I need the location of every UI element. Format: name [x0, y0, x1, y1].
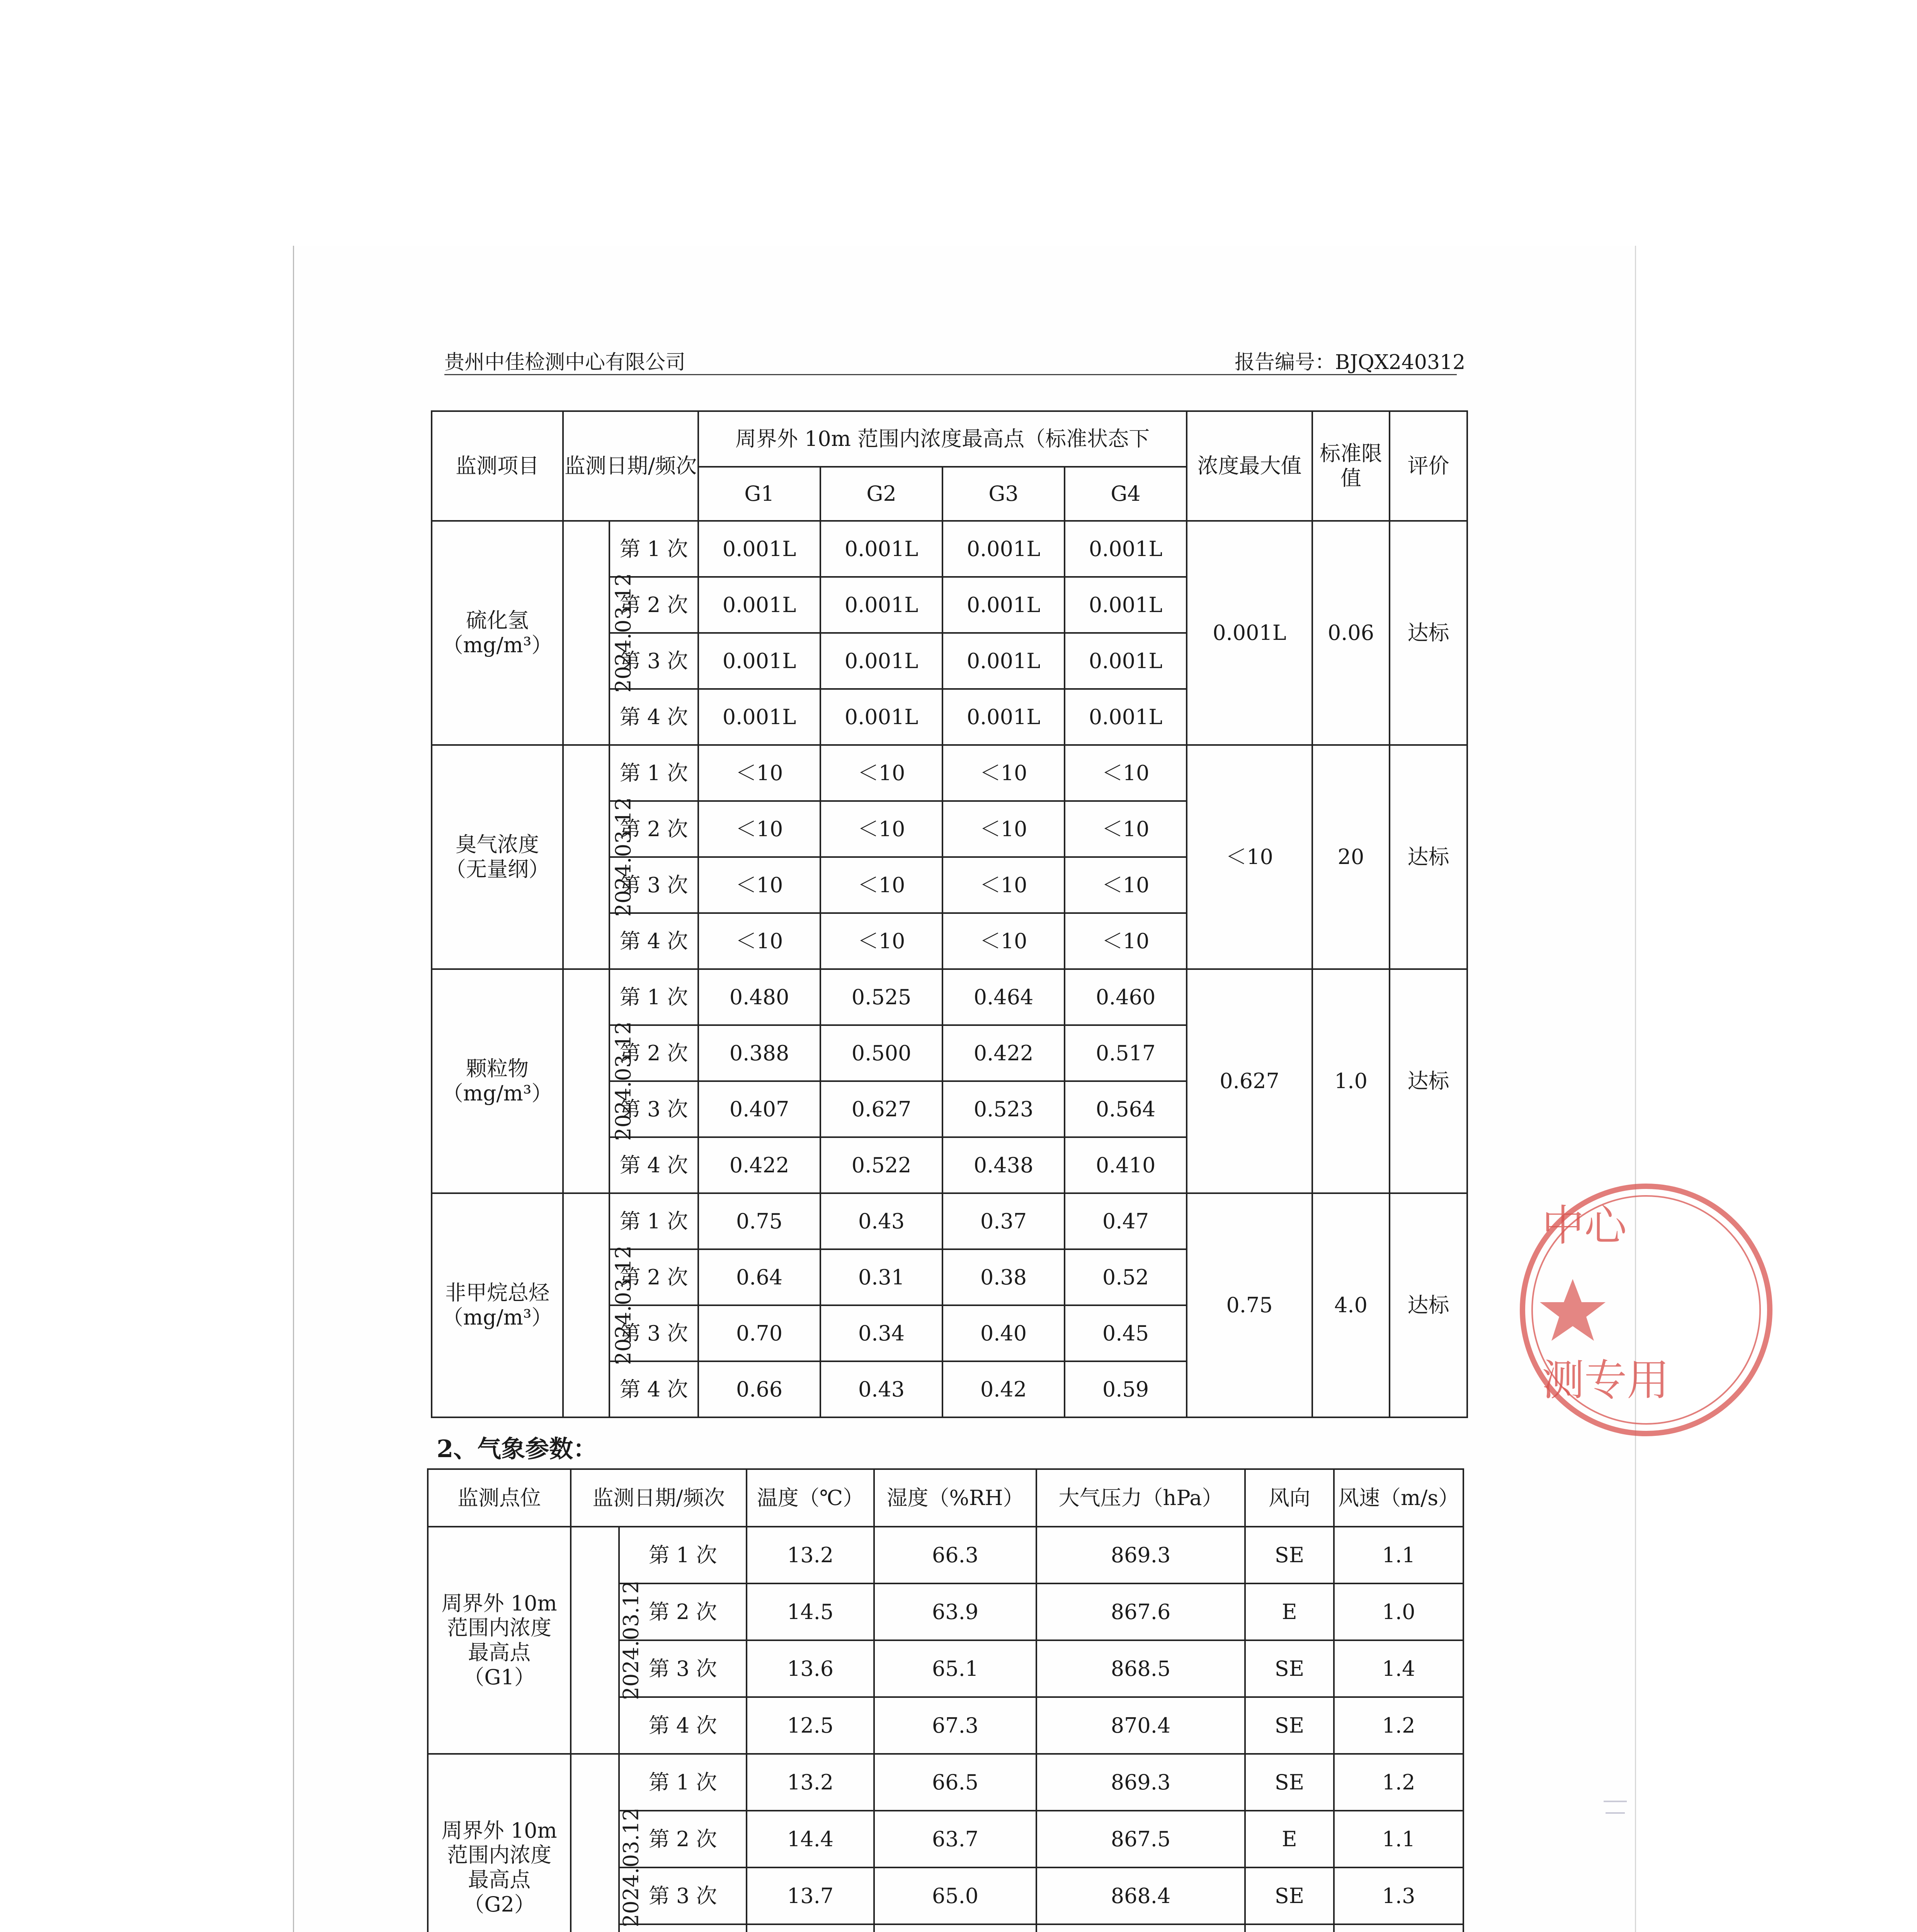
header-point: G3	[942, 467, 1065, 521]
value-cell: ＜10	[820, 745, 942, 801]
item-cell	[432, 745, 563, 969]
pressure-cell: 870.4	[1036, 1697, 1245, 1754]
wind-dir-cell: E	[1245, 1583, 1334, 1640]
limit-cell: 0.06	[1312, 521, 1390, 745]
value-cell: ＜10	[942, 745, 1065, 801]
date-text: 2024.03.12	[619, 1808, 643, 1927]
max-cell: 0.627	[1187, 969, 1312, 1193]
item-name: 颗粒物	[466, 1056, 529, 1081]
date-cell	[563, 1193, 636, 1417]
item-unit: （无量纲）	[445, 857, 549, 881]
wind-speed-cell: 1.1	[1334, 1527, 1463, 1583]
header-point: G1	[698, 467, 820, 521]
freq-cell: 第 2 次	[609, 1025, 698, 1081]
value-cell: ＜10	[698, 801, 820, 857]
limit-cell: 4.0	[1312, 1193, 1390, 1417]
pressure-cell: 869.3	[1036, 1527, 1245, 1583]
freq-cell: 第 2 次	[609, 1249, 698, 1305]
header-point: 监测点位	[428, 1469, 571, 1527]
value-cell: 0.38	[942, 1249, 1065, 1305]
value-cell: 0.525	[820, 969, 942, 1025]
scan-mark	[1604, 1801, 1627, 1802]
wind-speed-cell: 1.1	[1334, 1811, 1463, 1867]
header-point: G2	[820, 467, 942, 521]
company-name: 贵州中佳检测中心有限公司	[444, 351, 686, 374]
wind-speed-cell: 1.2	[1334, 1697, 1463, 1754]
value-cell: ＜10	[698, 857, 820, 913]
item-cell	[432, 1193, 563, 1417]
temp-cell	[747, 1924, 874, 1932]
header-pressure: 大气压力（hPa）	[1036, 1469, 1245, 1527]
value-cell: 0.001L	[820, 689, 942, 745]
wind-speed-cell: 1.2	[1334, 1754, 1463, 1811]
wind-dir-cell: SE	[1245, 1754, 1334, 1811]
date-cell	[571, 1527, 643, 1754]
freq-cell: 第 2 次	[619, 1811, 747, 1867]
freq-cell: 第 1 次	[609, 969, 698, 1025]
value-cell: ＜10	[820, 801, 942, 857]
value-cell: 0.001L	[942, 633, 1065, 689]
point-name: 周界外 10m 范围内浓度最高点（G1）	[441, 1591, 557, 1689]
max-cell: 0.001L	[1187, 521, 1312, 745]
humidity-cell: 63.9	[874, 1583, 1036, 1640]
report-number: 报告编号：BJQX240312	[1235, 351, 1466, 374]
value-cell: 0.001L	[698, 689, 820, 745]
header-eval: 评价	[1390, 411, 1467, 521]
value-cell: 0.500	[820, 1025, 942, 1081]
freq-cell: 第 1 次	[619, 1754, 747, 1811]
header-humidity: 湿度（%RH）	[874, 1469, 1036, 1527]
value-cell: 0.001L	[698, 577, 820, 633]
value-cell: 0.564	[1065, 1081, 1187, 1137]
temp-cell: 14.4	[747, 1811, 874, 1867]
value-cell: 0.001L	[1065, 689, 1187, 745]
value-cell: 0.37	[942, 1193, 1065, 1249]
item-unit: （mg/m³）	[442, 1305, 553, 1330]
value-cell: 0.75	[698, 1193, 820, 1249]
wind-speed-cell: 1.0	[1334, 1583, 1463, 1640]
freq-cell: 第 3 次	[619, 1867, 747, 1924]
item-name: 非甲烷总烃	[445, 1281, 549, 1305]
pressure-cell: 868.5	[1036, 1640, 1245, 1697]
header-rule	[444, 374, 1457, 375]
weather-table	[427, 1468, 1464, 1932]
max-cell: 0.75	[1187, 1193, 1312, 1417]
table-row	[432, 1193, 1467, 1249]
freq-cell: 第 4 次	[609, 1137, 698, 1193]
value-cell: 0.438	[942, 1137, 1065, 1193]
red-seal-stamp	[1519, 1163, 1681, 1457]
value-cell: 0.523	[942, 1081, 1065, 1137]
freq-cell: 第 1 次	[609, 1193, 698, 1249]
freq-cell: 第 2 次	[609, 577, 698, 633]
eval-cell: 达标	[1390, 745, 1467, 969]
pollutant-table	[431, 410, 1468, 1418]
temp-cell: 14.5	[747, 1583, 874, 1640]
value-cell: 0.70	[698, 1305, 820, 1361]
value-cell: 0.001L	[820, 633, 942, 689]
header-max: 浓度最大值	[1187, 411, 1312, 521]
date-text: 2024.03.12	[611, 797, 636, 917]
date-cell	[563, 745, 636, 969]
limit-cell: 1.0	[1312, 969, 1390, 1193]
value-cell: 0.001L	[942, 577, 1065, 633]
pressure-cell: 867.5	[1036, 1811, 1245, 1867]
wind-speed-cell	[1334, 1924, 1463, 1932]
value-cell: 0.001L	[1065, 577, 1187, 633]
item-unit: （mg/m³）	[442, 1081, 553, 1105]
value-cell: 0.460	[1065, 969, 1187, 1025]
value-cell: 0.422	[698, 1137, 820, 1193]
limit-cell: 20	[1312, 745, 1390, 969]
value-cell: 0.43	[820, 1193, 942, 1249]
eval-cell: 达标	[1390, 521, 1467, 745]
wind-dir-cell: SE	[1245, 1640, 1334, 1697]
value-cell: 0.001L	[820, 521, 942, 577]
header-group: 周界外 10m 范围内浓度最高点（标准状态下	[698, 411, 1187, 467]
freq-cell: 第 3 次	[609, 1305, 698, 1361]
item-name: 硫化氢	[466, 608, 529, 633]
value-cell: 0.64	[698, 1249, 820, 1305]
table-row	[432, 521, 1467, 577]
value-cell: 0.42	[942, 1361, 1065, 1417]
header-date-freq: 监测日期/频次	[571, 1469, 747, 1527]
wind-dir-cell: SE	[1245, 1527, 1334, 1583]
point-cell	[428, 1527, 571, 1754]
date-cell	[571, 1754, 643, 1932]
header-date-freq: 监测日期/频次	[563, 411, 698, 521]
value-cell: ＜10	[820, 857, 942, 913]
humidity-cell: 65.0	[874, 1867, 1036, 1924]
temp-cell: 13.2	[747, 1754, 874, 1811]
header-wind-speed: 风速（m/s）	[1334, 1469, 1463, 1527]
humidity-cell: 67.3	[874, 1697, 1036, 1754]
wind-dir-cell: SE	[1245, 1697, 1334, 1754]
table-row	[432, 745, 1467, 801]
table-row	[428, 1754, 1463, 1811]
temp-cell: 12.5	[747, 1697, 874, 1754]
freq-cell: 第 3 次	[609, 1081, 698, 1137]
wind-dir-cell: E	[1245, 1811, 1334, 1867]
wind-dir-cell	[1245, 1924, 1334, 1932]
value-cell: ＜10	[942, 913, 1065, 969]
value-cell: 0.627	[820, 1081, 942, 1137]
svg-text:测专用: 测专用	[1542, 1357, 1669, 1404]
value-cell: 0.47	[1065, 1193, 1187, 1249]
value-cell: 0.66	[698, 1361, 820, 1417]
value-cell: 0.517	[1065, 1025, 1187, 1081]
value-cell: ＜10	[1065, 913, 1187, 969]
header-wind-dir: 风向	[1245, 1469, 1334, 1527]
point-name: 周界外 10m 范围内浓度最高点（G2）	[441, 1818, 557, 1917]
value-cell: 0.001L	[698, 521, 820, 577]
freq-cell: 第 3 次	[609, 857, 698, 913]
freq-cell: 第 3 次	[619, 1640, 747, 1697]
humidity-cell: 66.3	[874, 1527, 1036, 1583]
header-item: 监测项目	[432, 411, 563, 521]
value-cell: 0.480	[698, 969, 820, 1025]
freq-cell: 第 4 次	[609, 689, 698, 745]
value-cell: 0.422	[942, 1025, 1065, 1081]
pressure-cell: 867.6	[1036, 1583, 1245, 1640]
humidity-cell: 66.5	[874, 1754, 1036, 1811]
temp-cell: 13.2	[747, 1527, 874, 1583]
svg-text:中心: 中心	[1542, 1202, 1627, 1250]
value-cell: 0.43	[820, 1361, 942, 1417]
value-cell: ＜10	[820, 913, 942, 969]
value-cell: ＜10	[1065, 801, 1187, 857]
freq-cell: 第 2 次	[619, 1583, 747, 1640]
eval-cell: 达标	[1390, 1193, 1467, 1417]
value-cell: 0.410	[1065, 1137, 1187, 1193]
freq-cell: 第 1 次	[609, 521, 698, 577]
freq-cell: 第 3 次	[609, 633, 698, 689]
freq-cell: 第 4 次	[609, 913, 698, 969]
value-cell: 0.34	[820, 1305, 942, 1361]
item-cell	[432, 521, 563, 745]
header-point: G4	[1065, 467, 1187, 521]
value-cell: 0.522	[820, 1137, 942, 1193]
value-cell: 0.59	[1065, 1361, 1187, 1417]
value-cell: ＜10	[698, 913, 820, 969]
value-cell: 0.388	[698, 1025, 820, 1081]
max-cell: ＜10	[1187, 745, 1312, 969]
item-name: 臭气浓度	[456, 832, 539, 857]
point-cell	[428, 1754, 571, 1932]
value-cell: ＜10	[1065, 857, 1187, 913]
value-cell: 0.001L	[1065, 521, 1187, 577]
value-cell: 0.001L	[942, 689, 1065, 745]
value-cell: ＜10	[942, 801, 1065, 857]
value-cell: 0.45	[1065, 1305, 1187, 1361]
freq-cell: 第 1 次	[619, 1527, 747, 1583]
item-cell	[432, 969, 563, 1193]
value-cell: 0.001L	[942, 521, 1065, 577]
value-cell: 0.31	[820, 1249, 942, 1305]
date-cell	[563, 969, 636, 1193]
value-cell: ＜10	[698, 745, 820, 801]
table-row	[432, 969, 1467, 1025]
humidity-cell: 63.7	[874, 1811, 1036, 1867]
pressure-cell: 868.4	[1036, 1867, 1245, 1924]
freq-cell: 第 1 次	[609, 745, 698, 801]
temp-cell: 13.7	[747, 1867, 874, 1924]
item-unit: （mg/m³）	[442, 633, 553, 657]
humidity-cell: 65.1	[874, 1640, 1036, 1697]
date-text: 2024.03.12	[611, 1021, 636, 1141]
value-cell: 0.464	[942, 969, 1065, 1025]
value-cell: 0.40	[942, 1305, 1065, 1361]
table-row	[428, 1527, 1463, 1583]
date-text: 2024.03.12	[611, 1245, 636, 1365]
temp-cell: 13.6	[747, 1640, 874, 1697]
wind-dir-cell: SE	[1245, 1867, 1334, 1924]
scan-mark	[1606, 1812, 1625, 1814]
header-temp: 温度（℃）	[747, 1469, 874, 1527]
freq-cell: 第 2 次	[609, 801, 698, 857]
value-cell: 0.001L	[820, 577, 942, 633]
freq-cell: 第 4 次	[619, 1697, 747, 1754]
date-text: 2024.03.12	[619, 1580, 643, 1700]
date-text: 2024.03.12	[611, 573, 636, 693]
section-title: 2、气象参数：	[437, 1435, 597, 1463]
header-limit: 标准限值	[1312, 411, 1390, 521]
value-cell: ＜10	[942, 857, 1065, 913]
pressure-cell	[1036, 1924, 1245, 1932]
pressure-cell: 869.3	[1036, 1754, 1245, 1811]
value-cell: 0.001L	[1065, 633, 1187, 689]
wind-speed-cell: 1.3	[1334, 1867, 1463, 1924]
humidity-cell	[874, 1924, 1036, 1932]
eval-cell: 达标	[1390, 969, 1467, 1193]
wind-speed-cell: 1.4	[1334, 1640, 1463, 1697]
value-cell: ＜10	[1065, 745, 1187, 801]
date-cell	[563, 521, 636, 745]
value-cell: 0.52	[1065, 1249, 1187, 1305]
value-cell: 0.001L	[698, 633, 820, 689]
freq-cell: 第 4 次	[609, 1361, 698, 1417]
value-cell: 0.407	[698, 1081, 820, 1137]
